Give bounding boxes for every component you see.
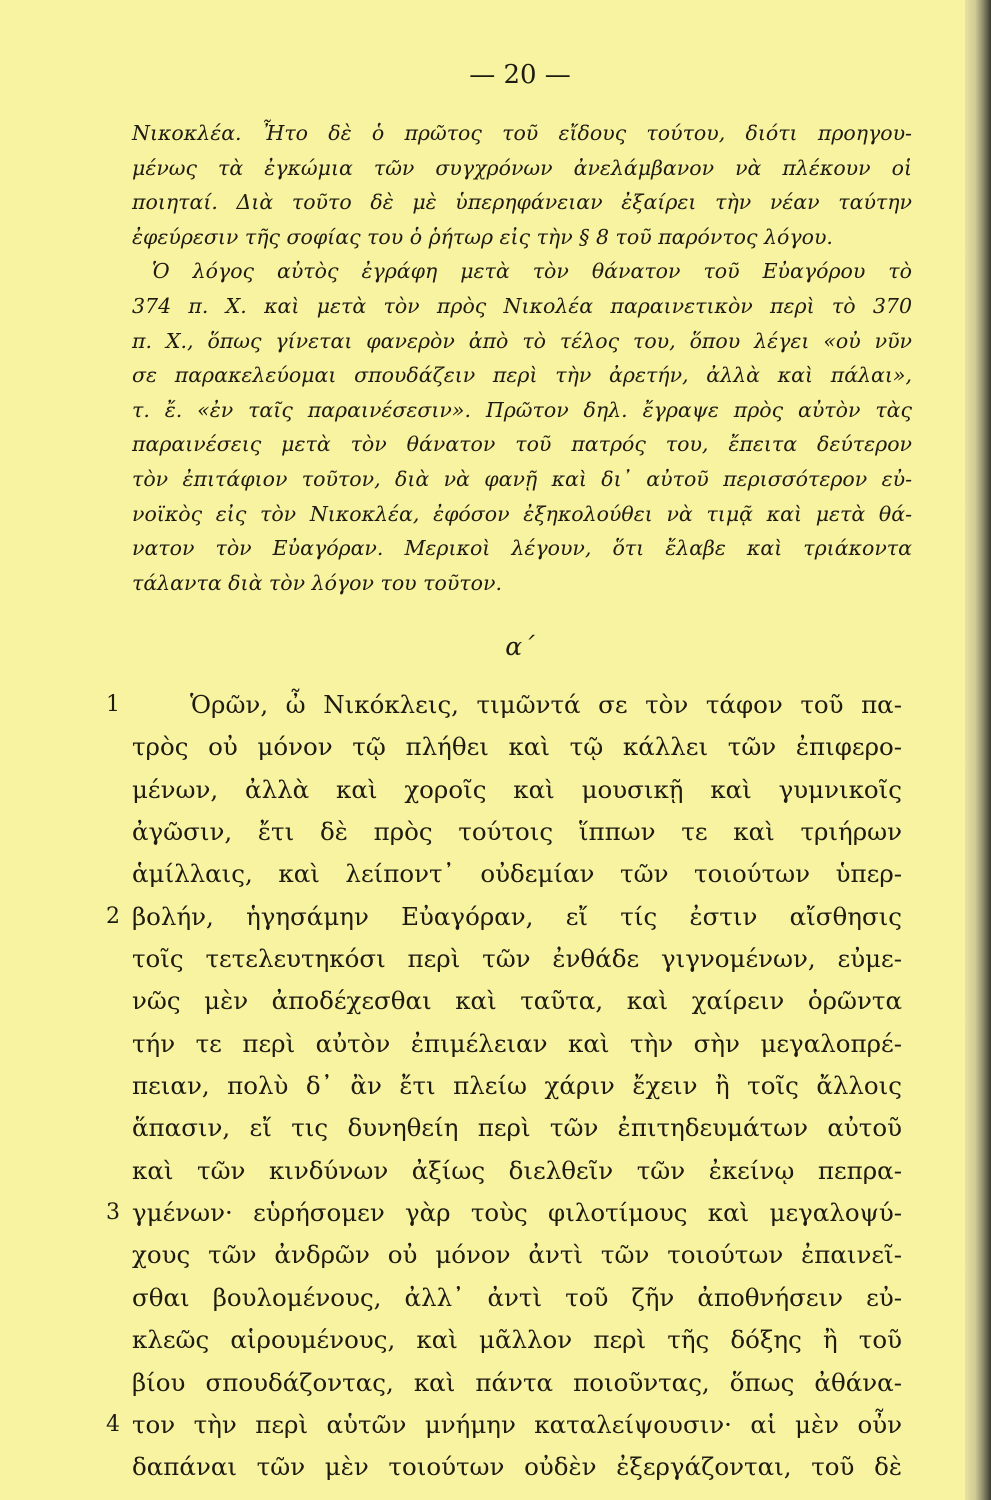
text-line	[132, 1065, 902, 1107]
text-line	[132, 1277, 902, 1319]
text-line	[132, 811, 902, 853]
text-line-content: γμένων· εὑρήσομεν γὰρ τοὺς φιλοτίμους καὶ μεγαλοψύ-	[132, 1198, 902, 1228]
text-line-content: κλεῶς αἱρουμένους, καὶ μᾶλλον περὶ τῆς δόξης ἢ τοῦ	[132, 1325, 902, 1355]
text-line-content: τήν τε περὶ αὐτὸν ἐπιμέλειαν καὶ τὴν σὴν μεγαλοπρέ-	[132, 1028, 902, 1058]
text-line-content: βίου σπουδάζοντας, καὶ πάντα ποιοῦντας, ὅπως ἀθάνα-	[132, 1367, 902, 1397]
text-line-content: τον τὴν περὶ αὑτῶν μνήμην καταλείψουσιν· αἱ μὲν οὖν	[132, 1409, 902, 1439]
intro-commentary	[132, 116, 912, 600]
text-line	[132, 769, 902, 811]
paragraph-number: 3	[106, 1200, 120, 1226]
main-greek-text	[106, 684, 902, 1489]
intro-line: ποιηταί. Διὰ τοῦτο δὲ μὲ ὑπερηφάνειαν ἐξαίρει τὴν νέαν ταύτην	[132, 190, 912, 215]
paragraph-number: 2	[106, 903, 120, 929]
text-line	[106, 684, 902, 726]
intro-line: μένως τὰ ἐγκώμια τῶν συγχρόνων ἀνελάμβανον νὰ πλέκουν οἱ	[132, 155, 912, 180]
intro-line: ἐφεύρεσιν τῆς σοφίας του ὁ ῥήτωρ εἰς τὴν § 8 τοῦ παρόντος λόγου.	[132, 224, 833, 249]
text-line	[132, 726, 902, 768]
text-line	[106, 1404, 902, 1446]
text-line	[106, 1192, 902, 1234]
intro-line: νατον τὸν Εὐαγόραν. Μερικοὶ λέγουν, ὅτι ἔλαβε καὶ τριάκοντα	[132, 536, 912, 561]
text-line	[132, 1319, 902, 1361]
text-line	[132, 1446, 902, 1488]
intro-line: τ. ἔ. «ἐν ταῖς παραινέσεσιν». Πρῶτον δηλ. ἔγραψε πρὸς αὐτὸν τὰς	[132, 397, 912, 422]
text-line	[132, 1362, 902, 1404]
text-line-content: τρὸς οὐ μόνον τῷ πλήθει καὶ τῷ κάλλει τῶν ἐπιφερο-	[132, 732, 902, 762]
intro-line: σε παρακελεύομαι σπουδάζειν περὶ τὴν ἀρετήν, ἀλλὰ καὶ πάλαι»,	[132, 363, 912, 388]
text-line-content: ἁμίλλαις, καὶ λείποντ᾽ οὐδεμίαν τῶν τοιούτων ὑπερ-	[132, 859, 902, 889]
text-line-content: νῶς μὲν ἀποδέχεσθαι καὶ ταῦτα, καὶ χαίρειν ὁρῶντα	[132, 986, 902, 1016]
section-heading: α΄	[505, 632, 535, 661]
intro-line: νοϊκὸς εἰς τὸν Νικοκλέα, ἐφόσον ἐξηκολούθει νὰ τιμᾷ καὶ μετὰ θά-	[132, 501, 912, 526]
intro-line: παραινέσεις μετὰ τὸν θάνατον τοῦ πατρός του, ἔπειτα δεύτερον	[132, 432, 912, 457]
paragraph-number: 4	[106, 1411, 120, 1437]
intro-line: τὸν ἐπιτάφιον τοῦτον, διὰ νὰ φανῇ καὶ δι᾽ αὐτοῦ περισσότερον εὐ-	[132, 466, 912, 491]
page-number: — 20 —	[469, 60, 571, 90]
text-line	[132, 1234, 902, 1276]
text-line-content: δαπάναι τῶν μὲν τοιούτων οὐδὲν ἐξεργάζονται, τοῦ δὲ	[132, 1452, 902, 1482]
paragraph-number: 1	[106, 692, 120, 717]
text-line-content: μένων, ἀλλὰ καὶ χοροῖς καὶ μουσικῇ καὶ γυμνικοῖς	[132, 774, 902, 804]
text-line-content: τοῖς τετελευτηκόσι περὶ τῶν ἐνθάδε γιγνομένων, εὐμε-	[132, 944, 902, 974]
text-line-content: Ὁρῶν, ὦ Νικόκλεις, τιμῶντά σε τὸν τάφον τοῦ πα-	[190, 690, 902, 719]
text-line-content: ἀγῶσιν, ἔτι δὲ πρὸς τούτοις ἵππων τε καὶ τριήρων	[132, 817, 902, 847]
text-line-content: ἅπασιν, εἴ τις δυνηθείη περὶ τῶν ἐπιτηδευμάτων αὐτοῦ	[132, 1113, 902, 1143]
intro-line: τάλαντα διὰ τὸν λόγον του τοῦτον.	[132, 570, 502, 595]
text-line	[106, 896, 902, 938]
text-line-content: καὶ τῶν κινδύνων ἀξίως διελθεῖν τῶν ἐκείνῳ πεπρα-	[132, 1155, 902, 1185]
text-line-content: βολήν, ἡγησάμην Εὐαγόραν, εἴ τίς ἐστιν αἴσθησις	[132, 901, 902, 931]
text-line-content: πειαν, πολὺ δ᾽ ἂν ἔτι πλείω χάριν ἔχειν ἢ τοῖς ἄλλοις	[132, 1071, 902, 1101]
text-line	[132, 1107, 902, 1149]
text-line	[132, 938, 902, 980]
intro-line: Ὁ λόγος αὐτὸς ἐγράφη μετὰ τὸν θάνατον τοῦ Εὐαγόρου τὸ	[152, 259, 912, 284]
text-line-content: χους τῶν ἀνδρῶν οὐ μόνον ἀντὶ τῶν τοιούτων ἐπαινεῖ-	[132, 1240, 902, 1270]
intro-line: π. Χ., ὅπως γίνεται φανερὸν ἀπὸ τὸ τέλος του, ὅπου λέγει «οὐ νῦν	[132, 328, 912, 353]
text-line-content: σθαι βουλομένους, ἀλλ᾽ ἀντὶ τοῦ ζῆν ἀποθνήσειν εὐ-	[132, 1282, 902, 1312]
text-line	[132, 1023, 902, 1065]
intro-line: 374 π. Χ. καὶ μετὰ τὸν πρὸς Νικολέα παραινετικὸν περὶ τὸ 370	[132, 293, 912, 318]
page-edge-shadow	[965, 0, 991, 1500]
text-line	[132, 980, 902, 1022]
intro-line: Νικοκλέα. Ἦτο δὲ ὁ πρῶτος τοῦ εἴδους τούτου, διότι προηγου-	[132, 121, 912, 145]
text-line	[132, 853, 902, 895]
text-line	[132, 1150, 902, 1192]
